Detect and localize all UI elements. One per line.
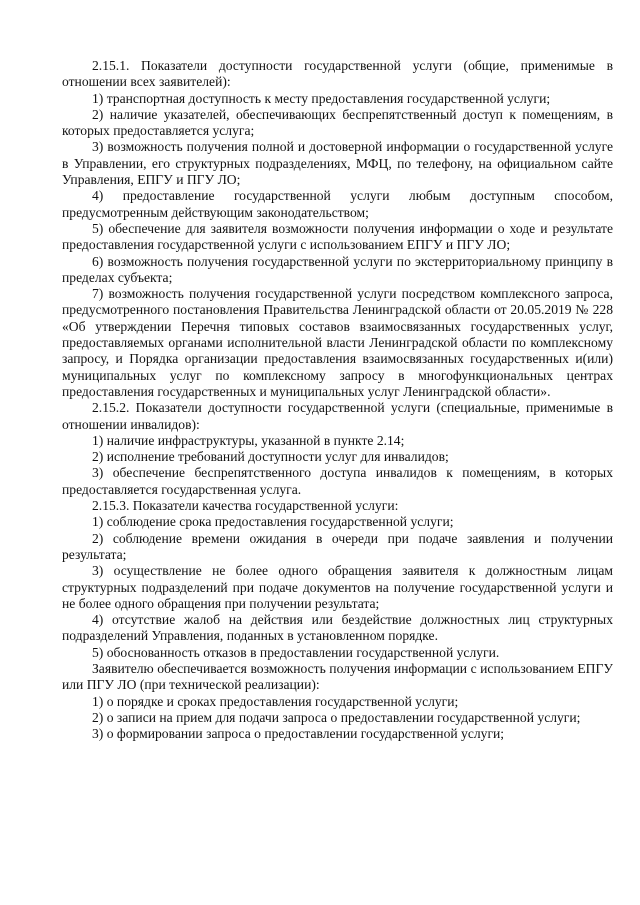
list-item: 2) наличие указателей, обеспечивающих беспрепятственный доступ к помещениям, в которых предоставляется услуга; [62, 106, 613, 139]
paragraph-2-15-1: 2.15.1. Показатели доступности государственной услуги (общие, применимые в отношении всех заявителей): [62, 58, 613, 90]
list-item: 2) о записи на прием для подачи запроса о предоставлении государственной услуги; [92, 709, 581, 725]
paragraph-info-access: Заявителю обеспечивается возможность получения информации с использованием ЕПГУ или ПГУ ЛО (при технической реализации): [62, 660, 613, 693]
list-item: 1) о порядке и сроках предоставления государственной услуги; [92, 693, 459, 709]
list-item: 3) возможность получения полной и достоверной информации о государственной услуге в Управлении, его структурных подразделениях, МФЦ, по телефону, на официальном сайте Управления, ЕПГУ и ПГУ ЛО; [62, 139, 613, 188]
list-item: 5) обоснованность отказов в предоставлении государственной услуги. [92, 644, 500, 660]
paragraph-2-15-3: 2.15.3. Показатели качества государственной услуги: [92, 498, 399, 514]
list-item: 5) обеспечение для заявителя возможности получения информации о ходе и результате предоставления государственной услуги с использованием ЕПГУ и ПГУ ЛО; [62, 220, 613, 253]
paragraph-2-15-2: 2.15.2. Показатели доступности государственной услуги (специальные, применимые в отношении инвалидов): [62, 400, 613, 432]
list-item: 3) о формировании запроса о предоставлении государственной услуги; [92, 726, 505, 742]
list-item: 1) наличие инфраструктуры, указанной в пункте 2.14; [92, 432, 405, 448]
list-item: 3) обеспечение беспрепятственного доступа инвалидов к помещениям, в которых предоставляется государственная услуга. [62, 465, 613, 497]
list-item: 1) соблюдение срока предоставления государственной услуги; [92, 514, 454, 530]
list-item: 1) транспортная доступность к месту предоставления государственной услуги; [92, 90, 551, 106]
list-item: 4) предоставление государственной услуги любым доступным способом, предусмотренным действующим законодательством; [62, 188, 613, 220]
list-item: 4) отсутствие жалоб на действия или бездействие должностных лиц структурных подразделений Управления, поданных в установленном порядке. [62, 612, 613, 644]
list-item: 3) осуществление не более одного обращения заявителя к должностным лицам структурных подразделений при подаче документов на получение государственной услуги и не более одного обращения при получении результата; [62, 563, 613, 611]
list-item: 6) возможность получения государственной услуги по экстерриториальному принципу в пределах субъекта; [62, 253, 613, 285]
list-item: 2) соблюдение времени ожидания в очереди при подаче заявления и получении результата; [62, 530, 613, 562]
list-item: 2) исполнение требований доступности услуг для инвалидов; [92, 449, 449, 465]
document-page [62, 58, 613, 742]
list-item: 7) возможность получения государственной услуги посредством комплексного запроса, предусмотренного постановления Правительства Ленинградской области от 20.05.2019 № 228 «Об утверждении Перечня типовых составов взаимосвязанных государственных услуг, предоставляемых органами исполнительной власти Ленинградской области по комплексному запросу, и Порядка организации предоставления взаимосвязанных государственных и(или) муниципальных услуг по комплексному запросу в многофункциональных центрах предоставления государственных и муниципальных услуг Ленинградской области». [62, 286, 613, 399]
